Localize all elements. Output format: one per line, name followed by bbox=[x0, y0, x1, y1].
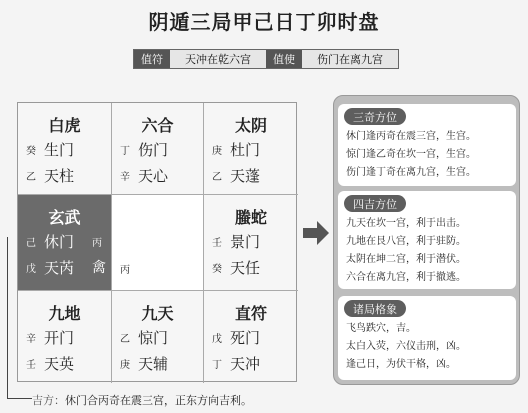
stem-label: 戊 bbox=[26, 264, 36, 275]
zhifu-label: 值符 bbox=[134, 50, 170, 68]
stem-label: 乙 bbox=[212, 172, 222, 183]
star-name: 天辅 bbox=[138, 355, 169, 373]
list-item: 太白入荧，六仪击刑，凶。 bbox=[346, 341, 466, 352]
star-extra: 禽 bbox=[92, 260, 106, 276]
zhishi-label: 值使 bbox=[266, 50, 302, 68]
palace-bottom-mid bbox=[112, 291, 204, 383]
geju-section bbox=[338, 296, 516, 380]
stem-label: 丁 bbox=[120, 146, 130, 157]
list-item: 飞鸟跌穴，吉。 bbox=[346, 323, 416, 334]
palace-mid-left bbox=[18, 195, 112, 291]
footer-text: 休门合丙奇在震三宫，正东方向吉利。 bbox=[65, 394, 252, 407]
door-name: 景门 bbox=[230, 233, 261, 251]
palace-god: 玄武 bbox=[48, 208, 81, 227]
star-name: 天蓬 bbox=[230, 167, 261, 185]
section-title: 三奇方位 bbox=[344, 108, 406, 125]
door-name: 开门 bbox=[44, 329, 75, 347]
list-item: 九地在艮八宫，利于驻防。 bbox=[346, 236, 466, 247]
stem-label: 庚 bbox=[212, 146, 222, 157]
palace-bottom-left bbox=[18, 291, 112, 383]
arrow-right-icon bbox=[303, 221, 329, 245]
palace-god: 白虎 bbox=[48, 116, 81, 135]
stem-label: 癸 bbox=[212, 264, 222, 275]
bracket-connector bbox=[7, 237, 32, 399]
palace-bottom-right bbox=[204, 291, 298, 383]
stem-label: 乙 bbox=[120, 334, 130, 345]
stem-label: 丁 bbox=[212, 360, 222, 371]
stem-label: 己 bbox=[26, 238, 36, 249]
palace-god: 九地 bbox=[48, 304, 81, 323]
list-item: 休门逢丙奇在震三宫，生宫。 bbox=[346, 131, 476, 142]
palace-god: 六合 bbox=[141, 116, 174, 135]
footer-note bbox=[10, 392, 252, 408]
stem-label: 庚 bbox=[120, 360, 130, 371]
palace-god: 直符 bbox=[234, 304, 267, 323]
stem-label: 乙 bbox=[26, 172, 36, 183]
stem-label: 癸 bbox=[26, 146, 36, 157]
star-name: 天心 bbox=[138, 167, 169, 185]
star-name: 天芮 bbox=[44, 259, 75, 277]
stem-label: 丙 bbox=[92, 238, 102, 249]
list-item: 六合在离九宫，利于撤逃。 bbox=[346, 272, 466, 283]
stem-label: 辛 bbox=[120, 172, 130, 183]
palace-top-left bbox=[18, 103, 112, 195]
star-name: 天柱 bbox=[44, 167, 75, 185]
door-name: 死门 bbox=[230, 329, 261, 347]
section-title: 四吉方位 bbox=[344, 195, 406, 212]
list-item: 太阴在坤二宫，利于潜伏。 bbox=[346, 254, 466, 265]
palace-grid bbox=[17, 102, 297, 382]
zhifu-value: 天冲在乾六宫 bbox=[170, 50, 266, 68]
door-name: 休门 bbox=[44, 233, 75, 251]
page-title: 阴遁三局甲己日丁卯时盘 bbox=[148, 10, 380, 34]
palace-god: 螣蛇 bbox=[234, 208, 267, 227]
star-name: 天任 bbox=[230, 259, 261, 277]
palace-mid-right bbox=[204, 195, 298, 291]
stem-label: 壬 bbox=[212, 238, 222, 249]
palace-top-right bbox=[204, 103, 298, 195]
center-stem: 丙 bbox=[120, 265, 130, 276]
door-name: 杜门 bbox=[230, 141, 261, 159]
footer-label: 吉方： bbox=[32, 394, 65, 407]
palace-center bbox=[112, 195, 204, 291]
list-item: 逢己日，为伏干格，凶。 bbox=[346, 359, 456, 370]
info-panel bbox=[333, 95, 520, 385]
door-name: 生门 bbox=[44, 141, 75, 159]
palace-god: 九天 bbox=[141, 304, 174, 323]
list-item: 惊门逢乙奇在坎一宫，生宫。 bbox=[346, 149, 476, 160]
palace-top-mid bbox=[112, 103, 204, 195]
sanqi-section bbox=[338, 104, 516, 186]
stem-label: 壬 bbox=[26, 360, 36, 371]
stem-label: 辛 bbox=[26, 334, 36, 345]
star-name: 天英 bbox=[44, 355, 75, 373]
door-name: 惊门 bbox=[138, 329, 169, 347]
door-name: 伤门 bbox=[138, 141, 169, 159]
palace-god: 太阴 bbox=[234, 116, 267, 135]
siji-section bbox=[338, 191, 516, 289]
list-item: 九天在坎一宫，利于出击。 bbox=[346, 218, 466, 229]
list-item: 伤门逢丁奇在离九宫，生宫。 bbox=[346, 167, 476, 178]
header-bar bbox=[133, 49, 399, 69]
stem-label: 戊 bbox=[212, 334, 222, 345]
zhishi-value: 伤门在离九宫 bbox=[302, 50, 398, 68]
section-title: 诸局格象 bbox=[344, 300, 406, 317]
star-name: 天冲 bbox=[230, 355, 261, 373]
